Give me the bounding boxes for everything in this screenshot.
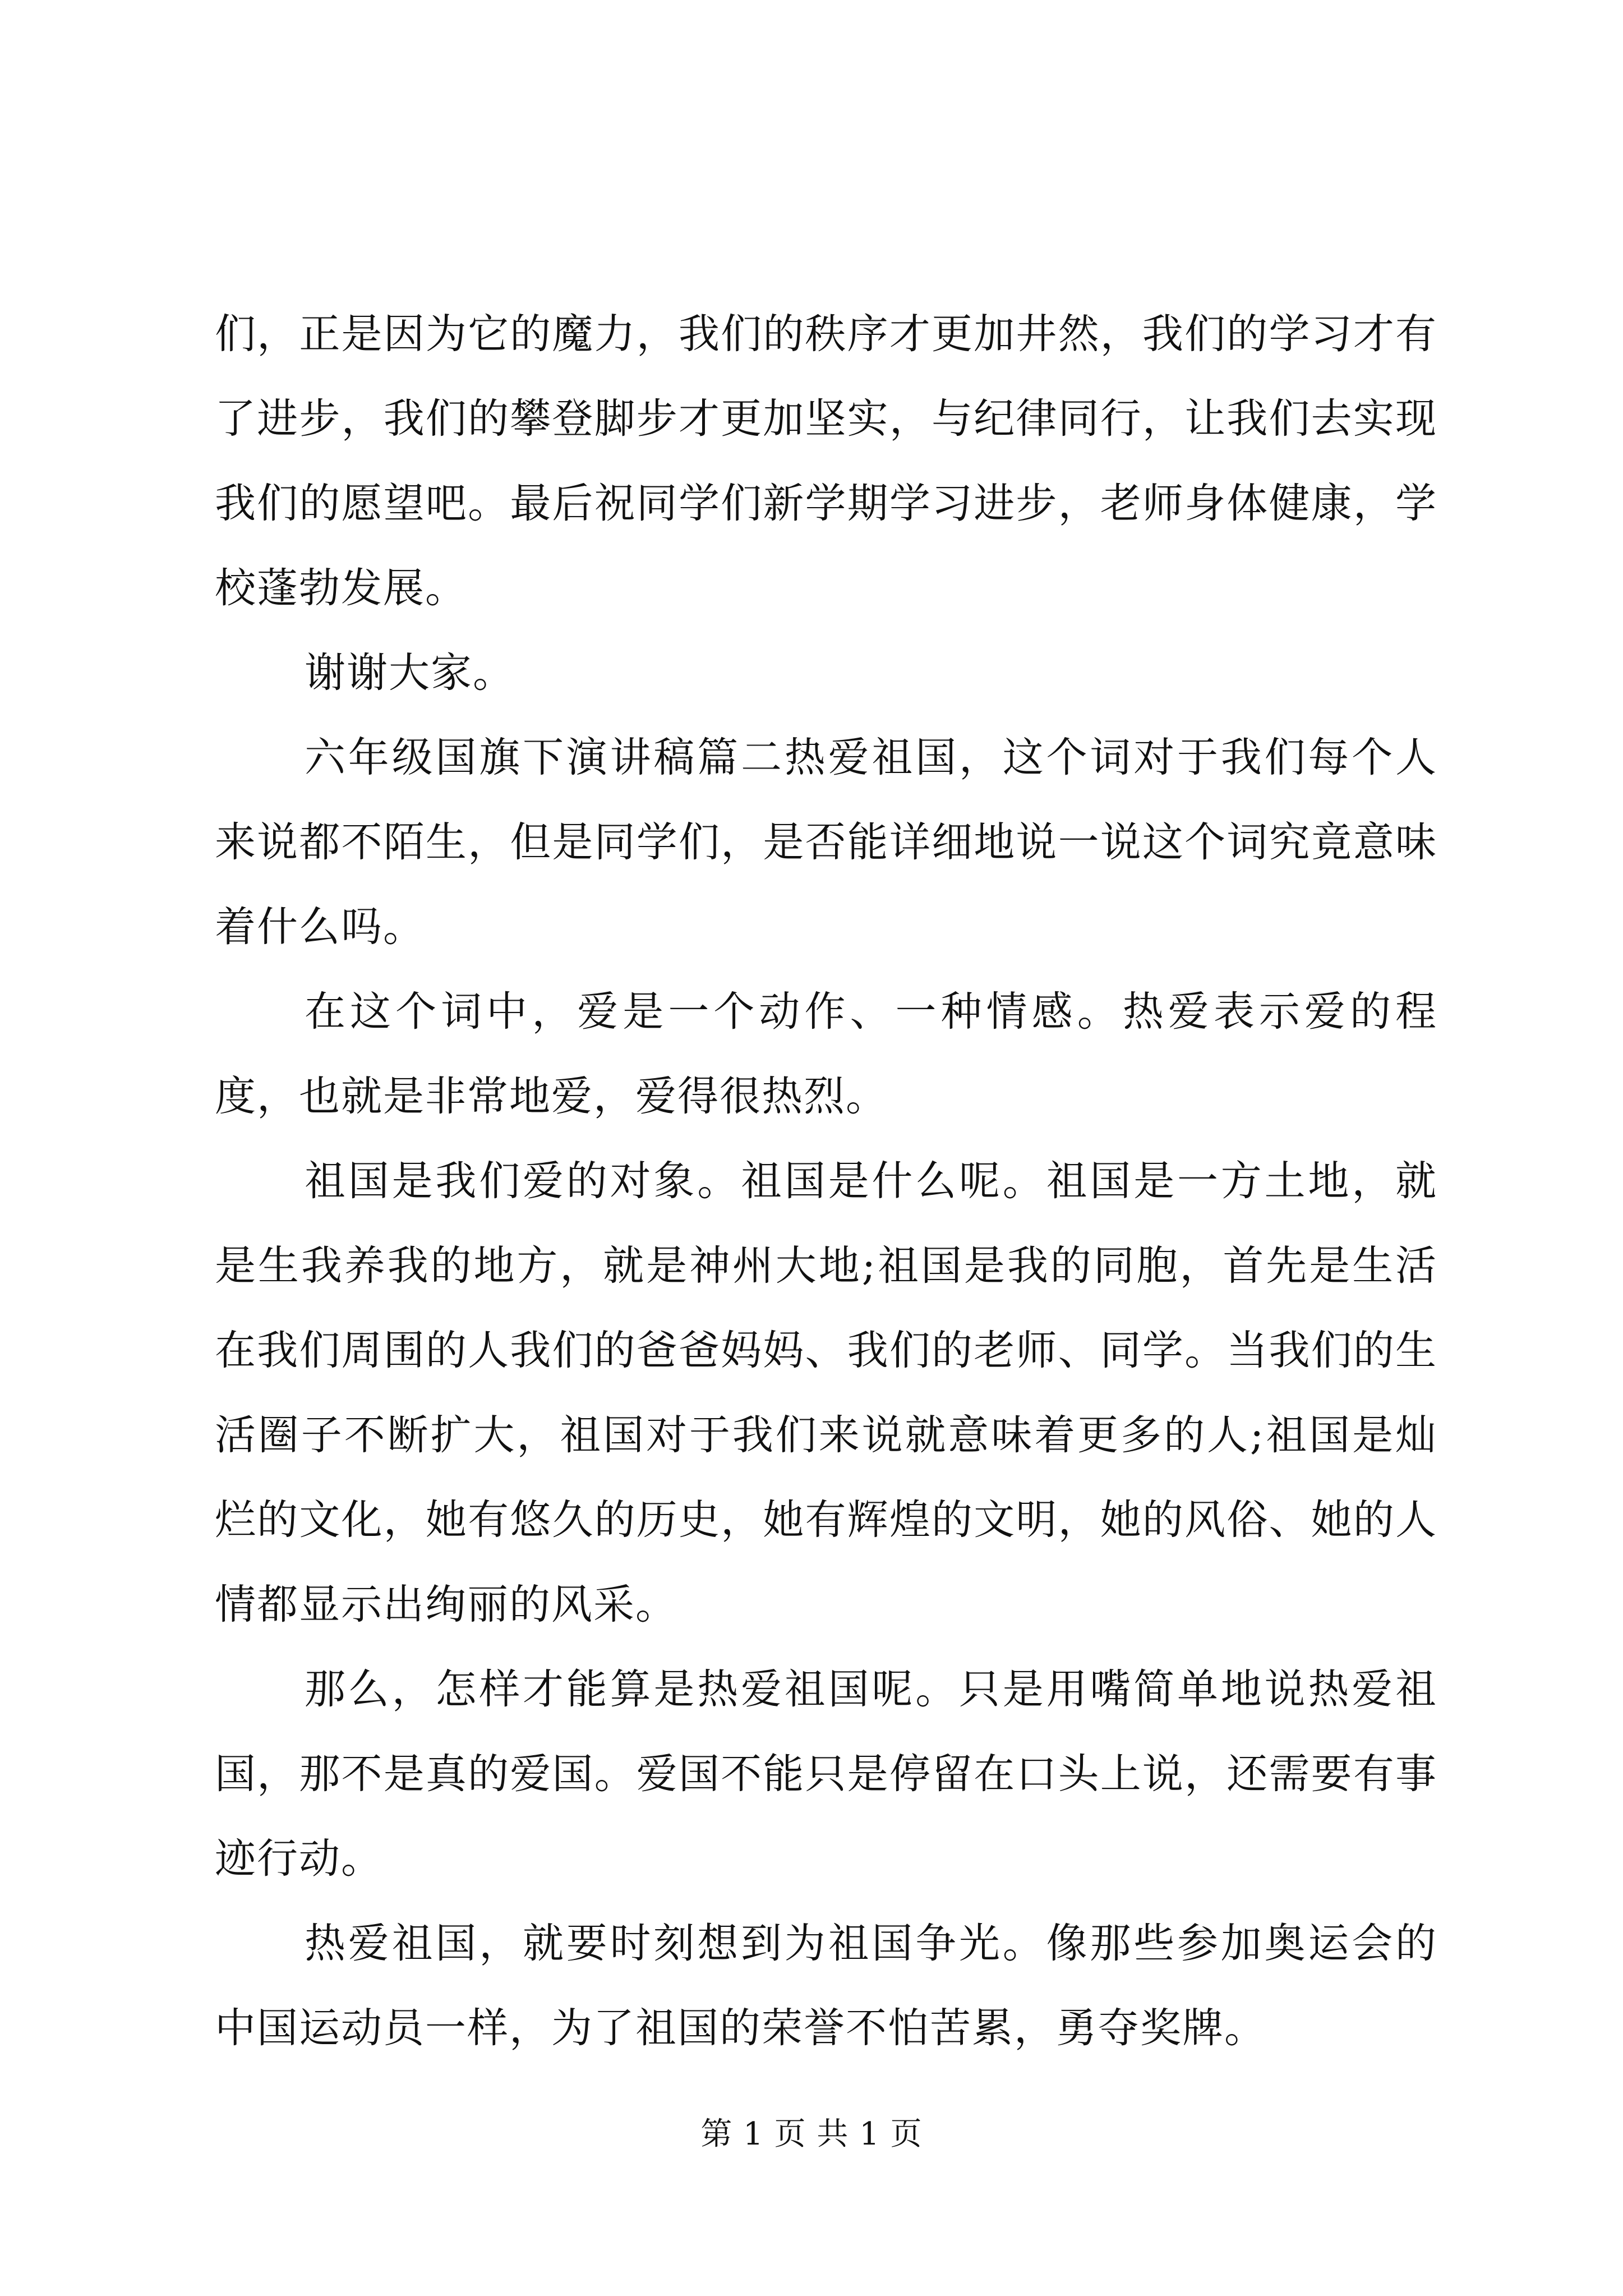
page-footer <box>0 2115 1623 2154</box>
document-body <box>215 292 1437 2070</box>
paragraph-2: 谢谢大家。 <box>305 649 515 697</box>
paragraph-4: 在这个词中，爱是一个动作、一种情感。热爱表示爱的程度，也就是非常地爱，爱得很热烈。 <box>215 988 1437 1120</box>
paragraph-7: 热爱祖国，就要时刻想到为祖国争光。像那些参加奥运会的中国运动员一样，为了祖国的荣誉不怕苦累，勇夺奖牌。 <box>215 1920 1437 2052</box>
paragraph-1: 们，正是因为它的魔力，我们的秩序才更加井然，我们的学习才有了进步，我们的攀登脚步才更加坚实，与纪律同行，让我们去实现我们的愿望吧。最后祝同学们新学期学习进步，老师身体健康，学校蓬勃发展。 <box>215 310 1437 612</box>
paragraph-5: 祖国是我们爱的对象。祖国是什么呢。祖国是一方土地，就是生我养我的地方，就是神州大地;祖国是我的同胞，首先是生活在我们周围的人我们的爸爸妈妈、我们的老师、同学。当我们的生活圈子不断扩大，祖国对于我们来说就意味着更多的人;祖国是灿烂的文化，她有悠久的历史，她有辉煌的文明，她的风俗、她的人情都显示出绚丽的风采。 <box>215 1157 1437 1628</box>
paragraph-3: 六年级国旗下演讲稿篇二热爱祖国，这个词对于我们每个人来说都不陌生，但是同学们，是否能详细地说一说这个词究竟意味着什么吗。 <box>215 734 1437 951</box>
page-number-label: 第 1 页 共 1 页 <box>700 2116 923 2152</box>
paragraph-6: 那么，怎样才能算是热爱祖国呢。只是用嘴简单地说热爱祖国，那不是真的爱国。爱国不能只是停留在口头上说，还需要有事迹行动。 <box>215 1665 1437 1883</box>
